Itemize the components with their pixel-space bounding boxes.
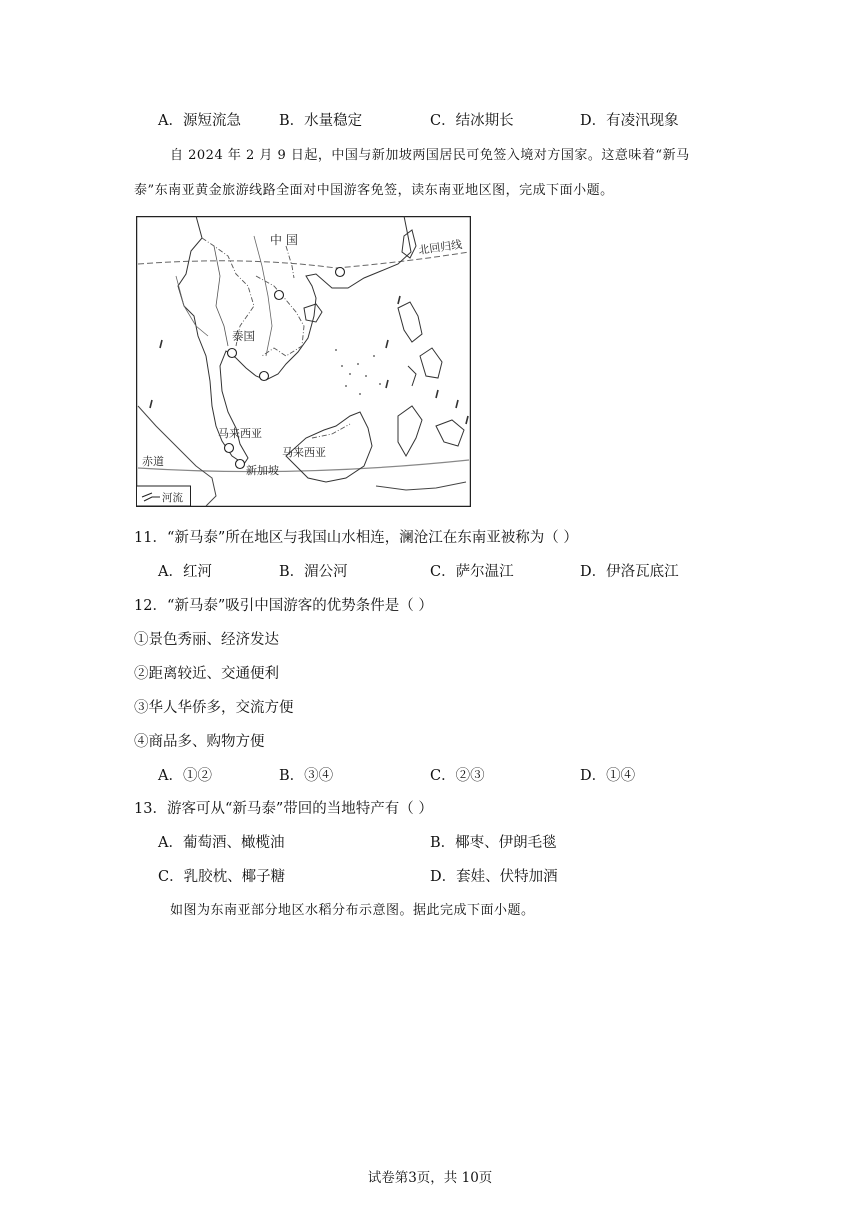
q13-option-a[interactable]: A．葡萄酒、橄榄油 [158,835,285,851]
q12-option-c[interactable]: C．②③ [430,768,485,784]
q11-option-d[interactable]: D．伊洛瓦底江 [580,564,679,580]
southeast-asia-map [136,216,471,507]
q12-statement-2: ②距离较近、交通便利 [134,666,279,682]
question-stem: “新马泰”所在地区与我国山水相连，澜沧江在东南亚被称为（ ） [166,530,578,546]
map-label-tropic: 北回归线 [417,237,463,257]
question-stem: “新马泰”吸引中国游客的优势条件是（ ） [166,598,433,614]
q11-option-c[interactable]: C．萨尔温江 [430,564,514,580]
passage-2: 如图为东南亚部分地区水稻分布示意图。据此完成下面小题。 [170,903,535,918]
q13-option-d[interactable]: D．套娃、伏特加酒 [430,869,558,885]
q12-option-a[interactable]: A．①② [158,768,212,784]
page-footer: 试卷第3页，共 10页 [367,1170,493,1186]
map-label-china: 中 国 [270,233,298,247]
q13-option-c[interactable]: C．乳胶枕、椰子糖 [158,869,286,885]
passage-1-line-1: 自 2024 年 2 月 9 日起，中国与新加坡两国居民可免签入境对方国家。这意味着“新马 [170,148,690,163]
question-11 [134,528,578,548]
question-12 [134,596,433,616]
map-label-equator: 赤道 [142,455,164,468]
map-label-thailand: 泰国 [232,329,255,343]
map-label-malaysia-west: 马来西亚 [218,427,262,440]
q12-statement-4: ④商品多、购物方便 [134,734,265,750]
passage-1-line-2: 泰”东南亚黄金旅游线路全面对中国游客免签，读东南亚地区图，完成下面小题。 [134,183,614,198]
q11-option-b[interactable]: B．湄公河 [279,564,348,580]
question-stem: 游客可从“新马泰”带回的当地特产有（ ） [166,801,433,817]
question-number: 11． [134,530,167,546]
prev-option-d[interactable]: D．有凌汛现象 [580,113,679,129]
q12-option-b[interactable]: B．③④ [279,768,334,784]
q12-statement-3: ③华人华侨多，交流方便 [134,700,294,716]
q11-option-a[interactable]: A．红河 [158,564,212,580]
map-legend-river: 河流 [162,492,183,504]
prev-option-c[interactable]: C．结冰期长 [430,113,514,129]
prev-option-b[interactable]: B．水量稳定 [279,113,363,129]
q13-option-b[interactable]: B．椰枣、伊朗毛毯 [430,835,557,851]
question-number: 13． [134,801,167,817]
q12-statement-1: ①景色秀丽、经济发达 [134,632,279,648]
question-13 [134,799,433,819]
q12-option-d[interactable]: D．①④ [580,768,636,784]
map-label-malaysia-east: 马来西亚 [282,446,326,459]
prev-option-a[interactable]: A．源短流急 [158,113,241,129]
question-number: 12． [134,598,167,614]
map-label-singapore: 新加坡 [246,464,279,477]
